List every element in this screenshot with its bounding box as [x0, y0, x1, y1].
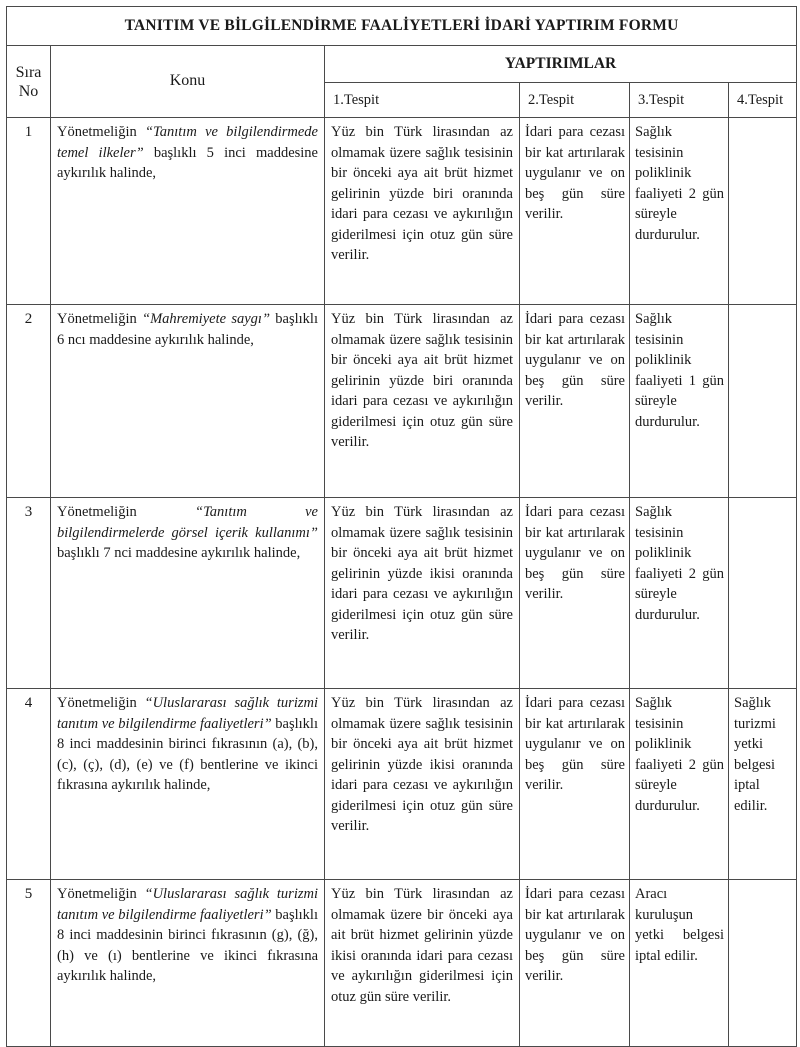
row-tespit-4 [729, 118, 797, 305]
konu-suffix: başlıklı 6 ncı maddesine aykırılık halinde, [57, 311, 318, 348]
row-konu [51, 498, 325, 689]
row-number: 4 [7, 689, 51, 880]
konu-prefix: Yönetmeliğin [57, 311, 143, 327]
title-row [7, 7, 797, 46]
form-title: TANITIM VE BİLGİLENDİRME FAALİYETLERİ İDARİ YAPTIRIM FORMU [7, 7, 797, 46]
row-tespit-3: Sağlık tesisinin poliklinik faaliyeti 1 gün süreyle durdurulur. [630, 305, 729, 498]
row-tespit-4: Sağlık turizmi yetki belgesi iptal edilir. [729, 689, 797, 880]
header-row [7, 46, 797, 83]
row-konu [51, 305, 325, 498]
header-sira-no: Sıra No [7, 46, 51, 118]
row-tespit-1: Yüz bin Türk lirasından az olmamak üzere sağlık tesisinin bir önceki aya ait brüt hizmet gelirinin yüzde ikisi oranında idari para cezası ve aykırılığın giderilmesi için otuz gün süre verilir. [325, 689, 520, 880]
row-tespit-4 [729, 305, 797, 498]
row-tespit-1: Yüz bin Türk lirasından az olmamak üzere bir önceki aya ait brüt hizmet gelirinin yüzde ikisi oranında idari para cezası ve aykırılığın giderilmesi için otuz gün süre verilir. [325, 880, 520, 1047]
table-row [7, 689, 797, 880]
row-konu [51, 689, 325, 880]
konu-prefix: Yönetmeliğin [57, 124, 145, 140]
header-konu: Konu [51, 46, 325, 118]
konu-article-title: “Mahremiyete saygı” [142, 311, 271, 327]
row-tespit-1: Yüz bin Türk lirasından az olmamak üzere sağlık tesisinin bir önceki aya ait brüt hizmet gelirinin yüzde biri oranında idari para cezası ve aykırılığın giderilmesi için otuz gün süre verilir. [325, 305, 520, 498]
header-tespit-2: 2.Tespit [520, 83, 630, 118]
konu-suffix: başlıklı 8 inci maddesinin birinci fıkrasının (g), (ğ), (h) ve (ı) bentlerine ve ikinci fıkrasına aykırılık halinde, [57, 906, 318, 984]
row-number: 2 [7, 305, 51, 498]
row-konu [51, 118, 325, 305]
table-row [7, 118, 797, 305]
konu-prefix: Yönetmeliğin [57, 504, 195, 520]
row-tespit-2: İdari para cezası bir kat artırılarak uygulanır ve on beş gün süre verilir. [520, 498, 630, 689]
row-tespit-3: Sağlık tesisinin poliklinik faaliyeti 2 gün süreyle durdurulur. [630, 498, 729, 689]
header-tespit-1: 1.Tespit [325, 83, 520, 118]
konu-suffix: başlıklı 7 nci maddesine aykırılık halinde, [57, 545, 301, 561]
sanctions-table [6, 6, 797, 1047]
row-tespit-3: Aracı kuruluşun yetki belgesi iptal edilir. [630, 880, 729, 1047]
row-tespit-4 [729, 880, 797, 1047]
konu-article-title: “Uluslararası sağlık turizmi tanıtım ve bilgilendirme faaliyetleri” [57, 695, 318, 732]
table-row [7, 880, 797, 1047]
konu-prefix: Yönetmeliğin [57, 886, 145, 902]
row-tespit-4 [729, 498, 797, 689]
row-number: 3 [7, 498, 51, 689]
row-konu [51, 880, 325, 1047]
row-number: 5 [7, 880, 51, 1047]
konu-suffix: başlıklı 5 inci maddesine aykırılık halinde, [57, 144, 318, 181]
konu-article-title: “Uluslararası sağlık turizmi tanıtım ve bilgilendirme faaliyetleri” [57, 886, 318, 923]
header-tespit-3: 3.Tespit [630, 83, 729, 118]
row-tespit-2: İdari para cezası bir kat artırılarak uygulanır ve on beş gün süre verilir. [520, 118, 630, 305]
row-number: 1 [7, 118, 51, 305]
row-tespit-3: Sağlık tesisinin poliklinik faaliyeti 2 gün süreyle durdurulur. [630, 689, 729, 880]
row-tespit-2: İdari para cezası bir kat artırılarak uygulanır ve on beş gün süre verilir. [520, 880, 630, 1047]
row-tespit-1: Yüz bin Türk lirasından az olmamak üzere sağlık tesisinin bir önceki aya ait brüt hizmet gelirinin yüzde biri oranında idari para cezası ve aykırılığın giderilmesi için otuz gün süre verilir. [325, 118, 520, 305]
table-row [7, 305, 797, 498]
table-row [7, 498, 797, 689]
row-tespit-2: İdari para cezası bir kat artırılarak uygulanır ve on beş gün süre verilir. [520, 689, 630, 880]
row-tespit-2: İdari para cezası bir kat artırılarak uygulanır ve on beş gün süre verilir. [520, 305, 630, 498]
konu-suffix: başlıklı 8 inci maddesinin birinci fıkrasının (a), (b), (c), (ç), (d), (e) ve (f) bentlerine ve ikinci fıkrasına aykırılık halinde, [57, 715, 318, 793]
header-tespit-4: 4.Tespit [729, 83, 797, 118]
konu-article-title: “Tanıtım ve bilgilendirmede temel ilkeler” [57, 124, 318, 161]
row-tespit-1: Yüz bin Türk lirasından az olmamak üzere sağlık tesisinin bir önceki aya ait brüt hizmet gelirinin yüzde ikisi oranında idari para cezası ve aykırılığın giderilmesi için otuz gün süre verilir. [325, 498, 520, 689]
konu-prefix: Yönetmeliğin [57, 695, 145, 711]
konu-article-title: “Tanıtım ve bilgilendirmelerde görsel içerik kullanımı” [57, 504, 318, 541]
row-tespit-3: Sağlık tesisinin poliklinik faaliyeti 2 gün süreyle durdurulur. [630, 118, 729, 305]
header-yaptirimlar: YAPTIRIMLAR [325, 46, 797, 83]
